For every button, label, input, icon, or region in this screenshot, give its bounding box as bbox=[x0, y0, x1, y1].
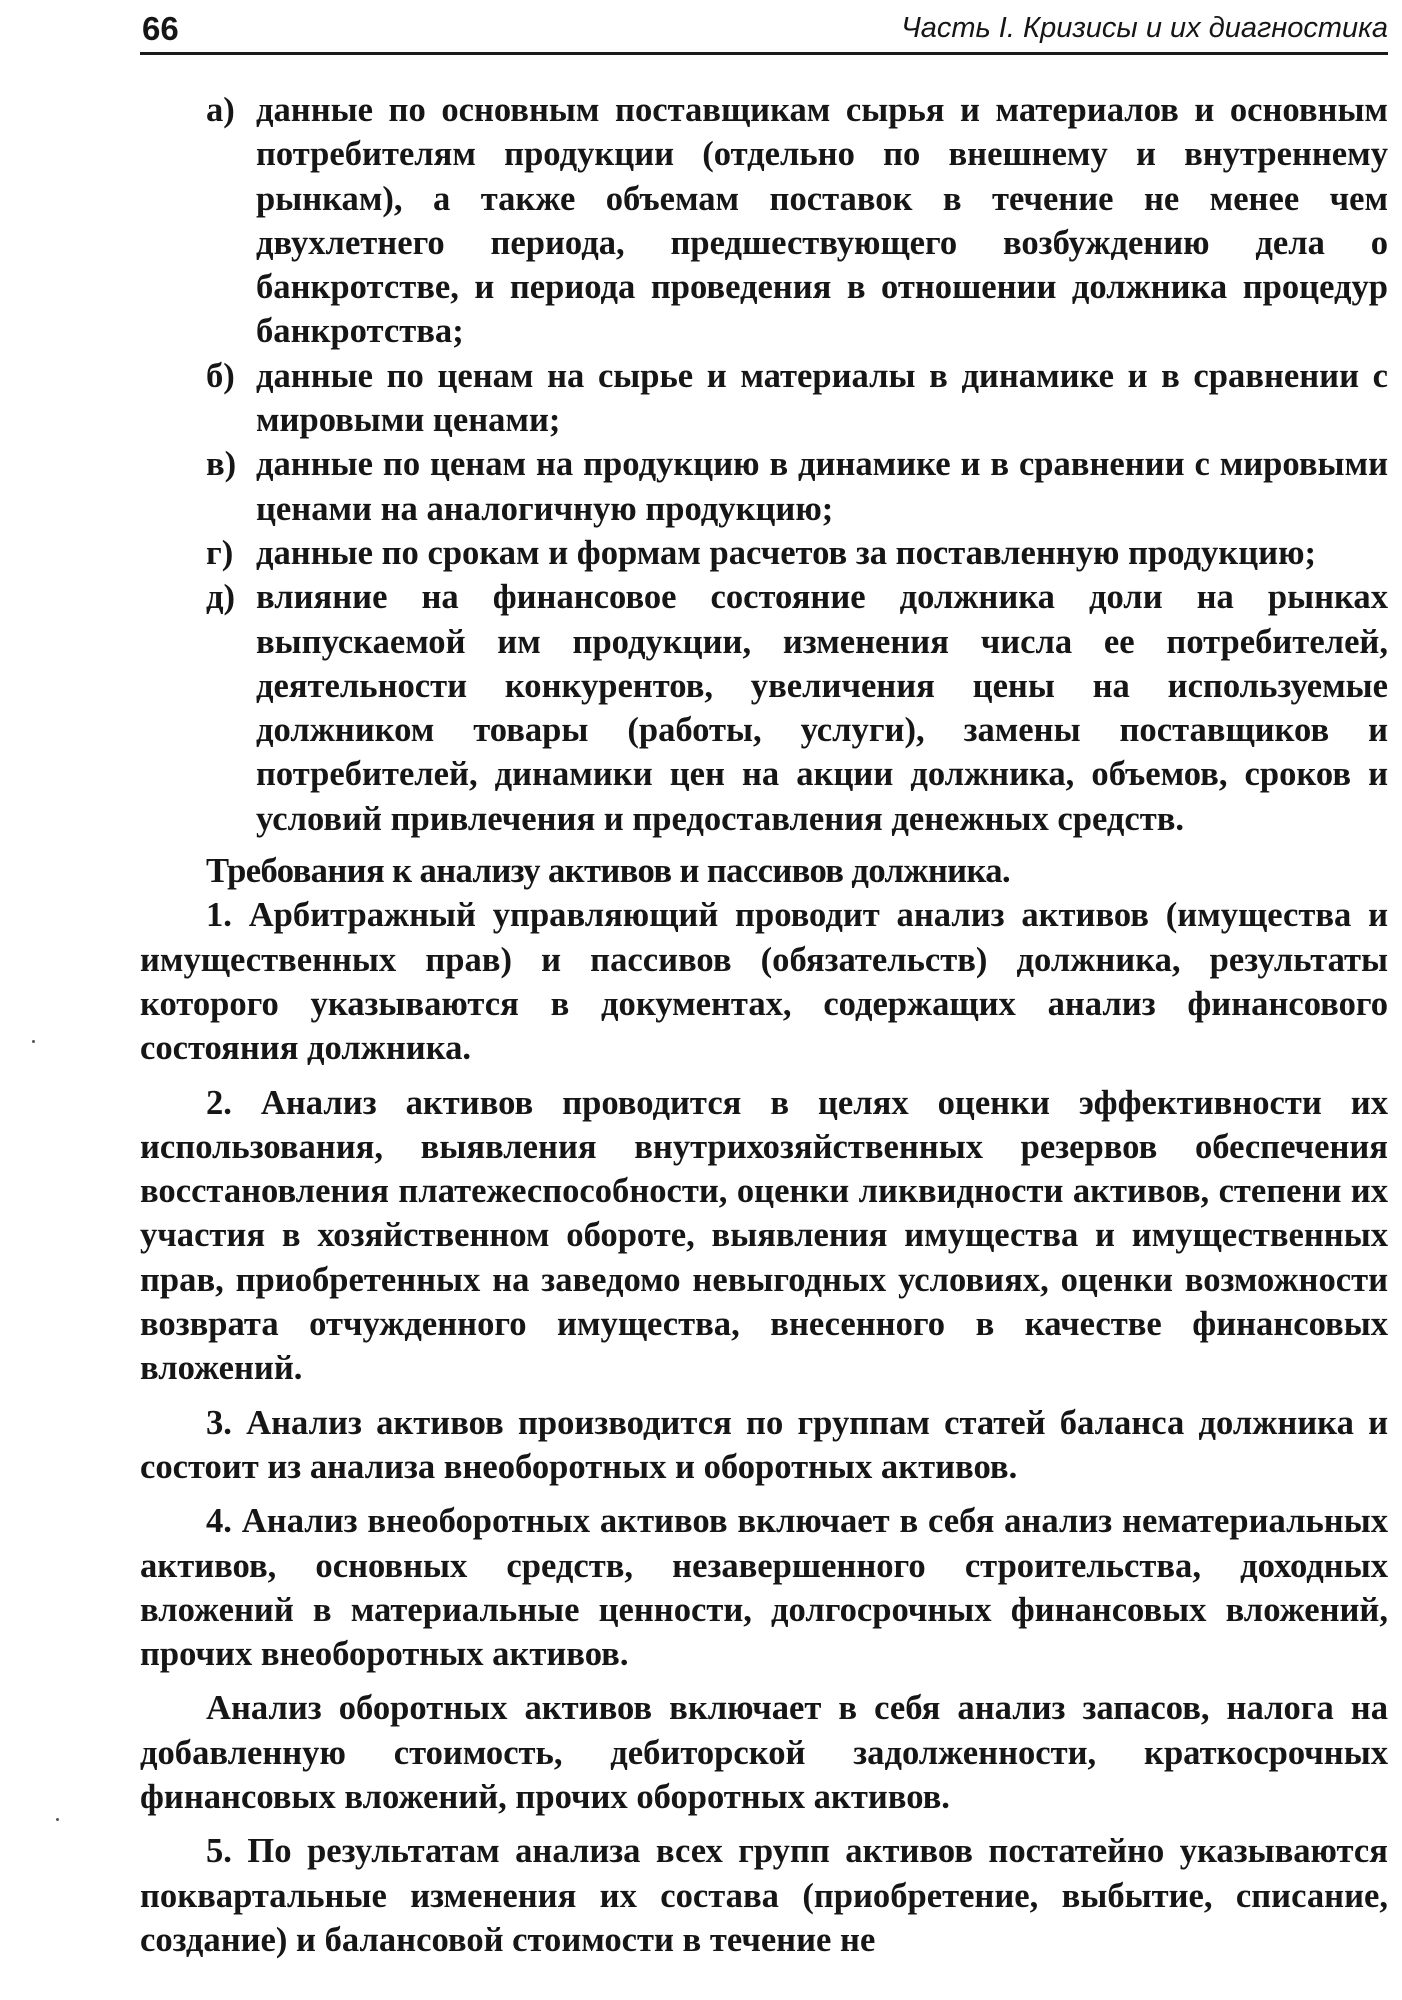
paragraph-4-continued: Анализ оборотных активов включает в себя анализ запасов, налога на добавленную стоимость, дебиторской задолженности, краткосрочных финансовых вложений, прочих оборотных активов. bbox=[140, 1689, 1388, 1816]
list-item-a bbox=[206, 88, 1388, 354]
paragraph-1: 1. Арбитражный управляющий проводит анализ активов (имущества и имущественных прав) и пассивов (обязательств) должника, результаты которого указываются в документах, содержащих анализ финансового состояния должника. bbox=[140, 896, 1388, 1068]
paragraph-2: 2. Анализ активов проводится в целях оценки эффективности их использования, выявления внутрихозяйственных резервов обеспечения восстановления платежеспособности, оценки ликвидности активов, степени их участия в хозяйственном обороте, выявления имущества и имущественных прав, приобретенных на заведомо невыгодных условиях, оценки возможности возврата отчужденного имущества, внесенного в качестве финансовых вложений. bbox=[140, 1083, 1388, 1388]
page-header bbox=[140, 6, 1388, 55]
list-item-text: данные по срокам и формам расчетов за поставленную продукцию; bbox=[256, 533, 1317, 572]
page-number: 66 bbox=[142, 10, 179, 47]
list-marker: г) bbox=[206, 533, 234, 572]
list-marker: в) bbox=[206, 445, 237, 484]
list-item-text: данные по ценам на сырье и материалы в динамике и в сравнении с мировыми ценами; bbox=[256, 356, 1388, 440]
list-item-g bbox=[206, 531, 1388, 575]
list-item-text: влияние на финансовое состояние должника доли на рынках выпускаемой им продукции, изменения числа ее потребителей, деятельности конкурентов, увеличения цены на используемые должником товары (работы, услуги), замены поставщиков и потребителей, динамики цен на акции должника, объемов, сроков и условий привлечения и предоставления денежных средств. bbox=[256, 578, 1388, 838]
paragraph-4: 4. Анализ внеоборотных активов включает в себя анализ нематериальных активов, основных средств, незавершенного строительства, доходных вложений в материальные ценности, долгосрочных финансовых вложений, прочих внеоборотных активов. bbox=[140, 1502, 1388, 1674]
paragraph-5: 5. По результатам анализа всех групп активов постатейно указываются поквартальные изменения их состава (приобретение, выбытие, списание, создание) и балансовой стоимости в течение не bbox=[140, 1832, 1388, 1959]
list-marker: д) bbox=[206, 578, 236, 617]
list-item-text: данные по основным поставщикам сырья и материалов и основным потребителям продукции (отдельно по внешнему и внутреннему рынкам), а также объемам поставок в течение не менее чем двухлетнего периода, предшествующего возбуждению дела о банкротстве, и периода проведения в отношении должника процедур банкротства; bbox=[256, 91, 1388, 351]
scan-speck bbox=[56, 1818, 59, 1821]
list-marker: б) bbox=[206, 356, 235, 395]
section-heading: Требования к анализу активов и пассивов должника. bbox=[206, 852, 1011, 891]
paragraph-3: 3. Анализ активов производится по группам статей баланса должника и состоит из анализа внеоборотных и оборотных активов. bbox=[140, 1403, 1388, 1486]
page-body bbox=[140, 88, 1388, 1962]
scan-speck bbox=[32, 1040, 35, 1043]
list-item-d bbox=[206, 575, 1388, 841]
list-item-b bbox=[206, 354, 1388, 443]
list-item-text: данные по ценам на продукцию в динамике и в сравнении с мировыми ценами на аналогичную продукцию; bbox=[256, 445, 1388, 528]
list-item-v bbox=[206, 442, 1388, 531]
running-head: Часть I. Кризисы и их диагностика bbox=[901, 12, 1388, 44]
list-marker: а) bbox=[206, 91, 235, 129]
